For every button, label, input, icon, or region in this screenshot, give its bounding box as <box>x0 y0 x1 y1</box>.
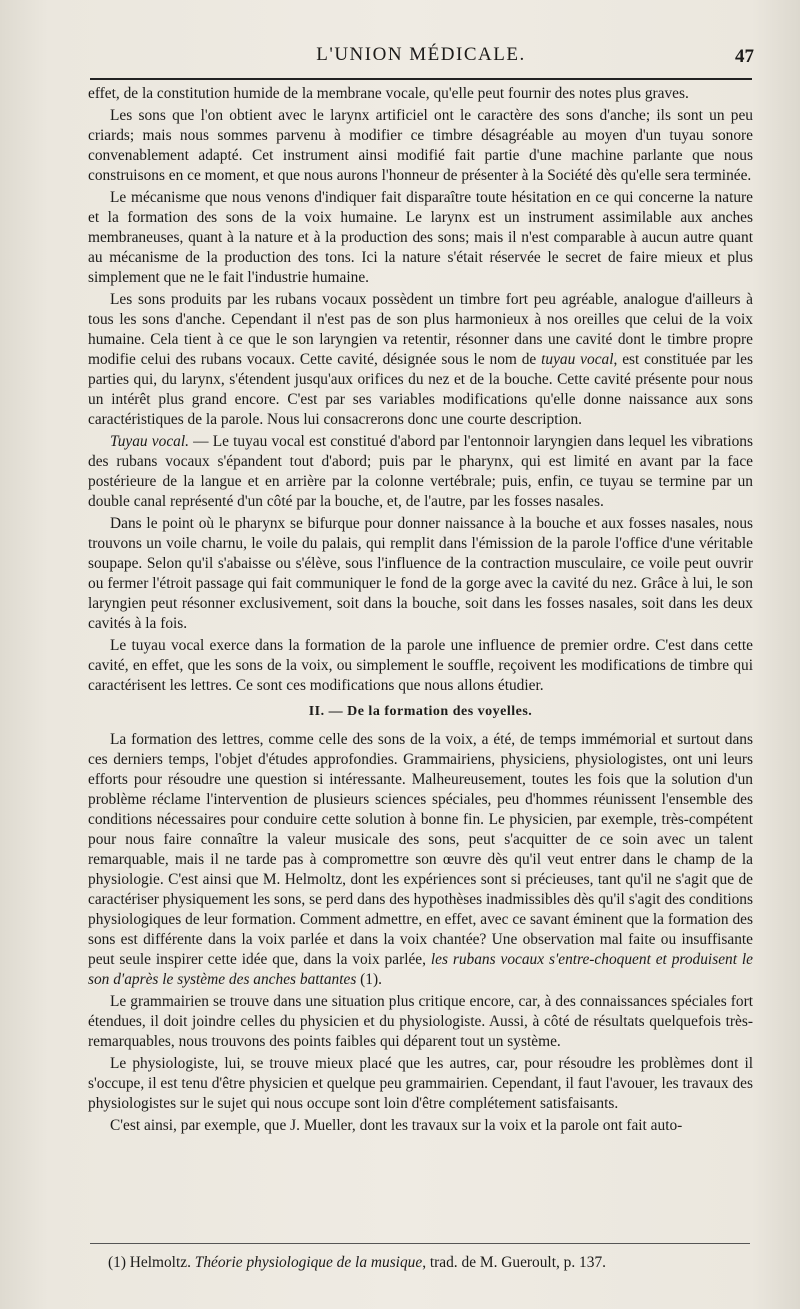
section-heading: II. — De la formation des voyelles. <box>308 704 533 719</box>
paragraph: La formation des lettres, comme celle des sons de la voix, a été, de temps immémorial et surtout dans ces derniers temps, l'objet d'études approfondies. Grammairiens, physiciens, physiologistes, ont uni leurs efforts pour résoudre une question si intéressante. Malheureusement, toutes les fois que la solution d'un problème réclame l'intervention de plusieurs sciences spéciales, peu d'hommes réunissent l'ensemble des conditions nécessaires pour conduire cette solution à bonne fin. Le physicien, par exemple, très-compétent pour nous faire connaître la valeur musicale des sons, peut s'acquitter de ce soin avec un talent remarquable, mais il ne tarde pas à compromettre son œuvre dès qu'il veut entrer dans le champ de la physiologie. C'est ainsi que M. Helmoltz, dont les expériences sont si précieuses, tant qu'il ne s'agit que de caractériser physiquement les sons, se perd dans des hypothèses inadmissibles dès qu'il s'agit des conditions physiologiques de leur formation. Comment admettre, en effet, avec ce savant éminent que la formation des sons est différente dans la voix parlée et dans la voix chantée? Une observation mal faite ou insuffisante peut seule inspirer cette idée que, dans la voix parlée, les rubans vocaux s'entre-choquent et produisent le son d'après le système des anches battantes (1). <box>88 731 753 988</box>
paragraph: effet, de la constitution humide de la membrane vocale, qu'elle peut fournir des notes plus graves. <box>88 85 689 102</box>
footnote-rule <box>90 1243 750 1244</box>
paragraph: Le physiologiste, lui, se trouve mieux placé que les autres, car, pour résoudre les problèmes dont il s'occupe, il est tenu d'être physicien et quelque peu grammairien. Cependant, il faut l'avouer, les travaux des physiologistes sur le sujet qui nous occupe sont loin d'être complétement satisfaisants. <box>88 1055 753 1112</box>
page-number: 47 <box>735 46 754 67</box>
header-rule <box>90 78 752 80</box>
page-header <box>88 40 754 70</box>
running-title: L'UNION MÉDICALE. <box>316 44 526 65</box>
paragraph: Le tuyau vocal exerce dans la formation de la parole une influence de premier ordre. C'est dans cette cavité, en effet, que les sons de la voix, ou simplement le souffle, reçoivent les modifications de timbre qui caractérisent les lettres. Ce sont ces modifications que nous allons étudier. <box>88 637 753 694</box>
paragraph: Le mécanisme que nous venons d'indiquer fait disparaître toute hésitation en ce qui concerne la nature et la formation des sons de la voix humaine. Le larynx est un instrument assimilable aux anches membraneuses, quant à la nature et à la production des sons; mais il n'est comparable à aucun autre quant au mécanisme de la production des tons. Ici la nature s'était réservée le secret de faire mieux et plus simplement que ne le fait l'industrie humaine. <box>88 189 753 286</box>
paragraph: Tuyau vocal. — Le tuyau vocal est constitué d'abord par l'entonnoir laryngien dans lequel les vibrations des rubans vocaux s'épandent tout d'abord; puis par le pharynx, qui est limité en avant par la face postérieure de la langue et en arrière par la colonne vertébrale; puis, enfin, ce tuyau se termine par un double canal représenté d'un côté par la bouche, et, de l'autre, par les fosses nasales. <box>88 433 753 510</box>
footnote: (1) Helmoltz. Théorie physiologique de la musique, trad. de M. Gueroult, p. 137. <box>108 1254 606 1271</box>
paragraph: Le grammairien se trouve dans une situation plus critique encore, car, à des connaissances spéciales fort étendues, il doit joindre celles du physicien et du physiologiste. Aussi, à côté de résultats quelquefois très-remarquables, nous trouvons des points faibles qui déparent tout un système. <box>88 993 753 1050</box>
paragraph: Dans le point où le pharynx se bifurque pour donner naissance à la bouche et aux fosses nasales, nous trouvons un voile charnu, le voile du palais, qui remplit dans l'émission de la parole l'office d'une véritable soupape. Selon qu'il s'abaisse ou s'élève, sous l'influence de la contraction musculaire, ce voile peut ouvrir ou fermer l'étroit passage qui fait communiquer le fond de la gorge avec la cavité du nez. Grâce à lui, le son laryngien peut résonner exclusivement, soit dans la bouche, soit dans les fosses nasales, soit dans les deux cavités à la fois. <box>88 515 753 632</box>
body-text <box>88 84 753 1138</box>
paragraph: Les sons que l'on obtient avec le larynx artificiel ont le caractère des sons d'anche; ils sont un peu criards; mais nous sommes parvenu à modifier ce timbre désagréable au moyen d'un tuyau sonore convenablement adapté. Cet instrument ainsi modifié fait partie d'une machine parlante que nous construisons en ce moment, et que nous aurons l'honneur de présenter à la Société dès qu'elle sera terminée. <box>88 107 753 184</box>
paragraph: C'est ainsi, par exemple, que J. Mueller, dont les travaux sur la voix et la parole ont fait auto- <box>110 1117 683 1134</box>
paragraph: Les sons produits par les rubans vocaux possèdent un timbre fort peu agréable, analogue d'ailleurs à tous les sons d'anche. Cependant il n'est pas de son plus harmonieux à nos oreilles que celui de la voix humaine. Cela tient à ce que le son laryngien va retentir, résonner dans une cavité dont le timbre propre modifie celui des rubans vocaux. Cette cavité, désignée sous le nom de tuyau vocal, est constituée par les parties qui, du larynx, s'étendent jusqu'aux orifices du nez et de la bouche. Cette cavité présente pour nous un intérêt plus grand encore. C'est par ses variables modifications qu'elle donne naissance aux sons caractéristiques de la parole. Nous lui consacrerons donc une courte description. <box>88 291 753 428</box>
